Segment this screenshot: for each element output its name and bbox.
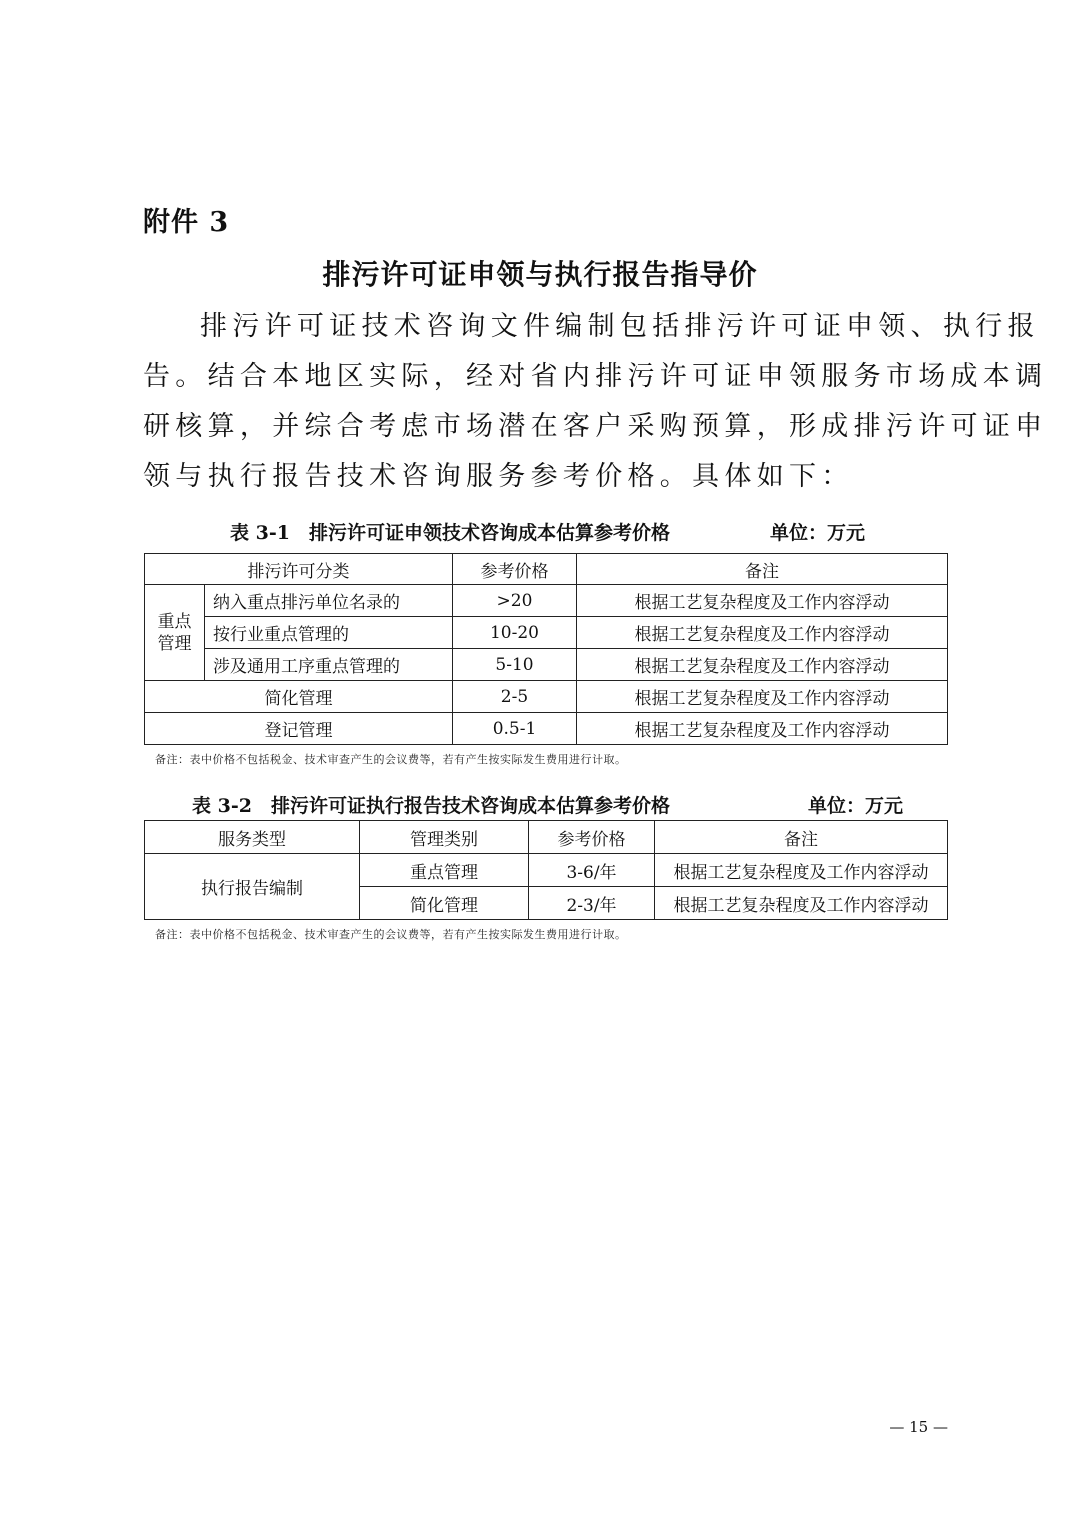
intro-line: 排污许可证技术咨询文件编制包括排污许可证申领、执行报: [200, 311, 1040, 342]
price-cell: 3-6/年: [529, 854, 655, 887]
group-label-cell: [145, 585, 205, 681]
price-cell: 10-20: [453, 617, 577, 649]
table1-note: 备注：表中价格不包括税金、技术审查产生的会议费等，若有产生按实际发生费用进行计取。: [155, 753, 627, 766]
intro-line: 告。结合本地区实际，经对省内排污许可证申领服务市场成本调: [143, 361, 1048, 392]
table-row: [145, 585, 948, 617]
remark-cell: 根据工艺复杂程度及工作内容浮动: [655, 854, 948, 887]
header-cell: 管理类别: [360, 821, 529, 854]
table2: [144, 820, 948, 920]
intro-line: 研核算，并综合考虑市场潜在客户采购预算，形成排污许可证申: [143, 411, 1048, 442]
table2-unit: 单位：万元: [808, 795, 904, 817]
header-cell: 排污许可分类: [145, 554, 453, 585]
attachment-label: 附件 3: [143, 207, 230, 238]
table-header-row: [145, 821, 948, 854]
price-cell: 2-3/年: [529, 887, 655, 920]
price-cell: 5-10: [453, 649, 577, 681]
management-cell: 简化管理: [360, 887, 529, 920]
table-row: [145, 649, 948, 681]
header-cell: 参考价格: [453, 554, 577, 585]
category-cell: 纳入重点排污单位名录的: [205, 585, 453, 617]
group-label-line: 管理: [157, 633, 192, 654]
intro-line: 领与执行报告技术咨询服务参考价格。具体如下：: [143, 461, 854, 492]
table1-caption-text: 表 3-1 排污许可证申领技术咨询成本估算参考价格: [230, 522, 670, 544]
category-cell: 登记管理: [145, 713, 453, 745]
group-label-line: 重点: [157, 611, 192, 632]
remark-cell: 根据工艺复杂程度及工作内容浮动: [655, 887, 948, 920]
remark-cell: 根据工艺复杂程度及工作内容浮动: [577, 617, 948, 649]
header-cell: 参考价格: [529, 821, 655, 854]
management-cell: 重点管理: [360, 854, 529, 887]
document-title: 排污许可证申领与执行报告指导价: [322, 258, 758, 291]
category-cell: 按行业重点管理的: [205, 617, 453, 649]
table1-caption: [230, 518, 670, 545]
price-cell: 2-5: [453, 681, 577, 713]
header-cell: 服务类型: [145, 821, 360, 854]
table2-caption-text: 表 3-2 排污许可证执行报告技术咨询成本估算参考价格: [192, 795, 670, 817]
table1: [144, 553, 948, 745]
service-type-cell: 执行报告编制: [145, 854, 360, 920]
remark-cell: 根据工艺复杂程度及工作内容浮动: [577, 713, 948, 745]
price-cell: >20: [453, 585, 577, 617]
table-row: [145, 854, 948, 887]
table1-unit: 单位：万元: [770, 522, 866, 544]
header-cell: 备注: [577, 554, 948, 585]
intro-paragraph: [143, 302, 1048, 502]
table-row: [145, 681, 948, 713]
remark-cell: 根据工艺复杂程度及工作内容浮动: [577, 585, 948, 617]
table-row: [145, 713, 948, 745]
table-row: [145, 617, 948, 649]
price-cell: 0.5-1: [453, 713, 577, 745]
remark-cell: 根据工艺复杂程度及工作内容浮动: [577, 649, 948, 681]
table2-caption: [192, 791, 670, 818]
table-header-row: [145, 554, 948, 585]
remark-cell: 根据工艺复杂程度及工作内容浮动: [577, 681, 948, 713]
category-cell: 简化管理: [145, 681, 453, 713]
category-cell: 涉及通用工序重点管理的: [205, 649, 453, 681]
header-cell: 备注: [655, 821, 948, 854]
table2-note: 备注：表中价格不包括税金、技术审查产生的会议费等，若有产生按实际发生费用进行计取。: [155, 928, 627, 941]
page-number: — 15 —: [889, 1418, 948, 1436]
